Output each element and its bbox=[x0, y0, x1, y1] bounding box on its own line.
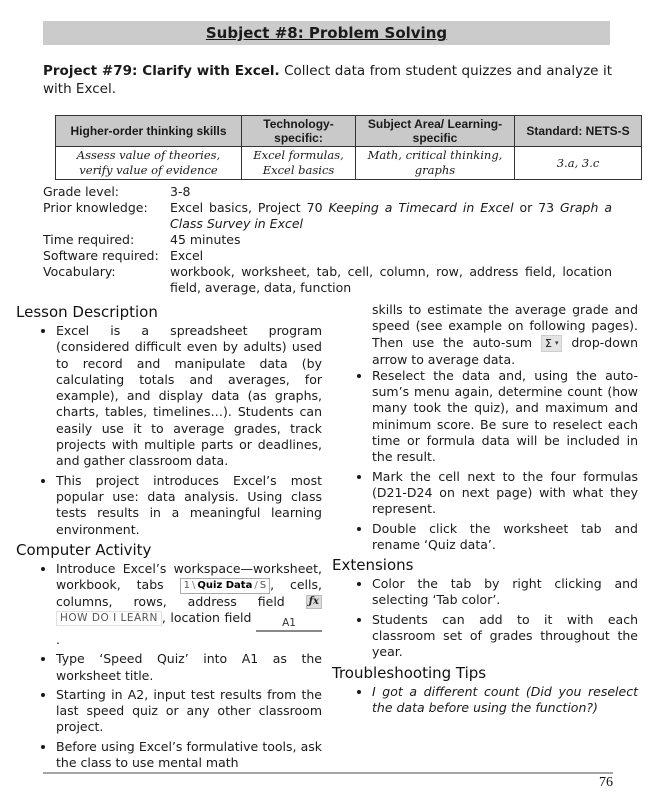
meta-value: 3-8 bbox=[170, 184, 191, 199]
prior-text-2: or 73 bbox=[513, 200, 561, 215]
sheet-tab-right-fragment: S bbox=[259, 579, 267, 591]
list-item: • Students can add to it with each classroom set of grades throughout the year. bbox=[372, 612, 638, 661]
computer-activity-list-continued bbox=[332, 368, 638, 553]
meta-row-prior-knowledge bbox=[43, 200, 612, 232]
prior-italic-1: Keeping a Timecard in Excel bbox=[328, 200, 514, 215]
sheet-tab-image bbox=[180, 578, 270, 594]
continued-text-1: skills to estimate the average grade and speed (see example on following pages). Then use the auto-sum bbox=[372, 302, 638, 350]
meta-value: Excel bbox=[170, 248, 204, 263]
meta-row-grade bbox=[43, 184, 612, 200]
tab-separator: \ bbox=[192, 579, 196, 591]
header-subject-area: Subject Area/ Learning-specific bbox=[356, 116, 515, 147]
header-technology: Technology-specific: bbox=[242, 116, 356, 147]
sheet-tab-left-fragment: 1 bbox=[183, 579, 191, 591]
list-item bbox=[56, 561, 322, 648]
location-field-image: A1 bbox=[256, 617, 322, 632]
list-item: • Color the tab by right clicking and selecting ‘Tab color’. bbox=[372, 576, 638, 609]
activity-text-1: Introduce Excel’s workspace—worksheet, workbook, tabs bbox=[56, 560, 322, 593]
lesson-description-list bbox=[16, 323, 322, 538]
skills-table bbox=[55, 115, 642, 180]
meta-row-time bbox=[43, 232, 612, 248]
extensions-list bbox=[332, 576, 638, 660]
meta-row-software bbox=[43, 248, 612, 264]
activity-text-4: . bbox=[56, 631, 60, 647]
fx-icon: ƒx bbox=[306, 595, 322, 609]
page-number: 76 bbox=[599, 775, 613, 790]
list-item: • Mark the cell next to the four formulas (D21-D24 on next page) with what they represent. bbox=[372, 469, 638, 518]
meta-label: Grade level: bbox=[43, 184, 120, 199]
meta-label: Software required: bbox=[43, 248, 159, 263]
subject-title: Subject #8: Problem Solving bbox=[205, 24, 448, 42]
cell-thinking-skills: Assess value of theories, verify value of evidence bbox=[56, 147, 242, 180]
list-item: • Type ‘Speed Quiz’ into A1 as the worksheet title. bbox=[56, 651, 322, 684]
subject-title-bar bbox=[43, 21, 610, 45]
metadata-block bbox=[43, 184, 612, 296]
sheet-tab-label: Quiz Data bbox=[197, 579, 253, 591]
dropdown-arrow-icon: ▾ bbox=[554, 338, 559, 347]
tab-separator: / bbox=[254, 579, 258, 591]
computer-activity-list bbox=[16, 561, 322, 771]
cell-subject-area: Math, critical thinking, graphs bbox=[356, 147, 515, 180]
project-title: Project #79: Clarify with Excel. bbox=[43, 63, 280, 79]
continued-text-2: drop-down arrow to average data. bbox=[372, 334, 638, 367]
troubleshooting-list bbox=[332, 684, 638, 717]
cell-standard: 3.a, 3.c bbox=[515, 147, 642, 180]
prior-text-1: Excel basics, Project 70 bbox=[170, 200, 329, 215]
meta-label: Time required: bbox=[43, 232, 135, 247]
lesson-columns bbox=[16, 302, 638, 774]
header-standard: Standard: NETS-S bbox=[515, 116, 642, 147]
header-thinking-skills: Higher-order thinking skills bbox=[56, 116, 242, 147]
heading-troubleshooting-tips: Troubleshooting Tips bbox=[332, 663, 487, 682]
meta-value bbox=[170, 200, 612, 232]
project-description: Collect data from student quizzes and analyze it with Excel. bbox=[43, 63, 612, 97]
meta-label: Prior knowledge: bbox=[43, 200, 148, 215]
address-field-image: HOW DO I LEARN bbox=[56, 611, 162, 626]
heading-computer-activity: Computer Activity bbox=[16, 540, 152, 559]
project-intro bbox=[43, 62, 612, 98]
footer-divider bbox=[43, 772, 613, 774]
skills-table-header-row bbox=[56, 116, 642, 147]
list-item: • Double click the worksheet tab and rename ‘Quiz data’. bbox=[372, 521, 638, 554]
meta-value: workbook, worksheet, tab, cell, column, row, address field, location field, average, data, function bbox=[170, 264, 612, 295]
list-item: • Reselect the data and, using the auto-sum’s menu again, determine count (how many took the quiz), and maximum and minimum score. Be sure to reselect each time or formula data will be included in the result. bbox=[372, 368, 638, 466]
activity-text-2: , cells, columns, rows, address field bbox=[56, 577, 322, 609]
meta-label: Vocabulary: bbox=[43, 264, 116, 279]
autosum-icon bbox=[541, 335, 562, 352]
list-item: • I got a different count (Did you reselect the data before using the function?) bbox=[372, 684, 638, 717]
list-item: • Starting in A2, input test results from the last speed quiz or any other classroom project. bbox=[56, 687, 322, 736]
meta-row-vocabulary bbox=[43, 264, 612, 296]
sigma-glyph: Σ bbox=[544, 336, 552, 350]
meta-value: 45 minutes bbox=[170, 232, 241, 247]
heading-lesson-description: Lesson Description bbox=[16, 303, 158, 321]
heading-extensions: Extensions bbox=[332, 556, 414, 575]
prior-italic-2: Graph a Class Survey in Excel bbox=[170, 200, 612, 231]
cell-technology: Excel formulas, Excel basics bbox=[242, 147, 356, 180]
activity-text-3: , location field bbox=[161, 609, 256, 625]
list-item: • Excel is a spreadsheet program (considered difficult even by adults) used to record and manipulate data (by calculating totals and averages, for example), and display data (as graphs, charts, tables, timelines…). Students can easily use it to average grades, track projects with multiple parts or deadlines, and gather classroom data. bbox=[56, 323, 322, 470]
right-column bbox=[332, 302, 638, 774]
list-item: • Before using Excel’s formulative tools, ask the class to use mental math bbox=[56, 739, 322, 772]
skills-table-body-row bbox=[56, 147, 642, 180]
list-item: • This project introduces Excel’s most popular use: data analysis. Using class tests results in a meaningful learning environment. bbox=[56, 473, 322, 538]
left-column bbox=[16, 302, 322, 774]
continued-paragraph bbox=[372, 302, 638, 368]
